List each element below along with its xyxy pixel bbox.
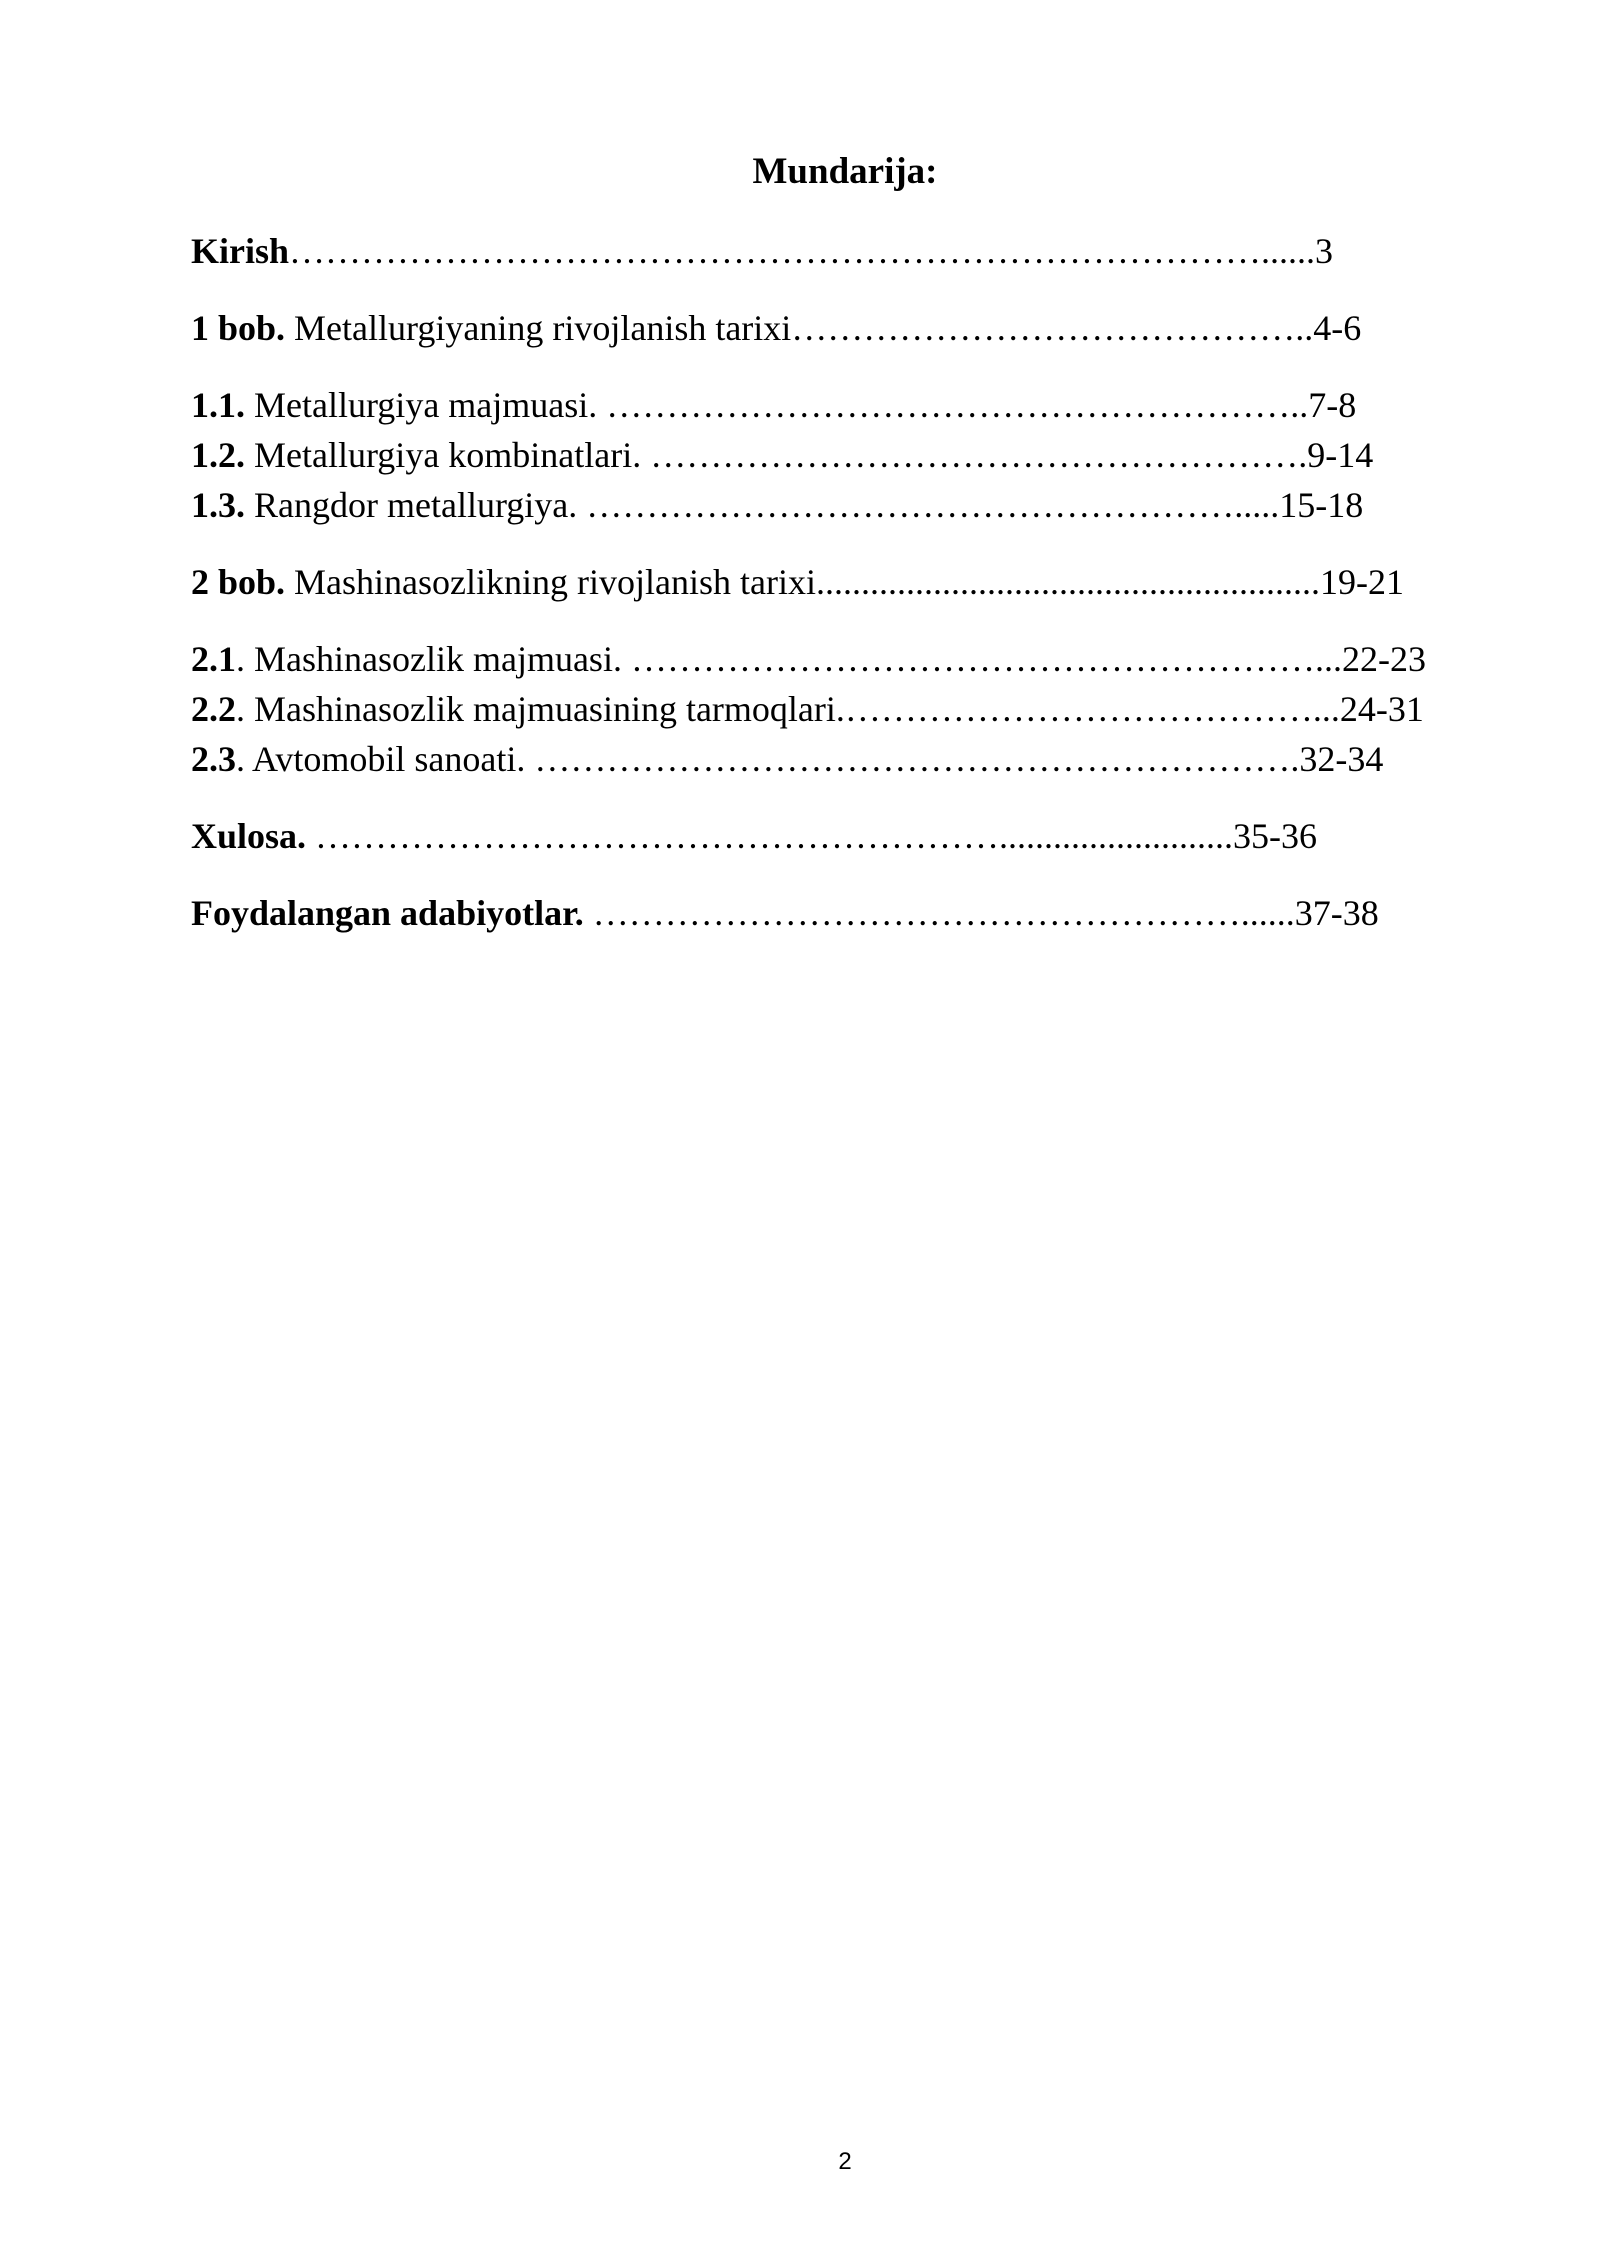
toc-leader-dots: ........................................................	[815, 562, 1320, 602]
toc-entry-1-3	[191, 484, 1363, 527]
toc-entry-title: . Mashinasozlik majmuasi.	[236, 639, 631, 679]
toc-leader-dots: ……………………………………………………….	[534, 739, 1300, 779]
toc-entry-number: 1.1.	[191, 385, 245, 425]
toc-entry-label: Foydalangan adabiyotlar.	[191, 893, 584, 933]
toc-entry-title: Metallurgiya kombinatlari.	[245, 435, 651, 475]
toc-entry-number: 2.1	[191, 639, 236, 679]
toc-leader-dots: …………………………………………………..........................	[306, 816, 1234, 856]
toc-page-range: 24-31	[1339, 689, 1424, 729]
toc-leader-dots: ………………………………………………......	[583, 893, 1295, 933]
page-title: Mundarija:	[752, 151, 938, 192]
toc-leader-dots: …………………………………………………...	[630, 639, 1342, 679]
toc-page-range: 15-18	[1279, 485, 1364, 525]
toc-entry-number: 1.3.	[191, 485, 245, 525]
toc-page-range: 19-21	[1319, 562, 1404, 602]
toc-page-range: 4-6	[1313, 308, 1362, 348]
toc-page-range: 9-14	[1307, 435, 1374, 475]
toc-leader-dots: ……………………………………..	[791, 308, 1314, 348]
toc-leader-dots: …………………………………………………..	[606, 385, 1309, 425]
toc-entry-2-3	[191, 738, 1383, 781]
toc-leader-dots: .…………………………………...	[835, 689, 1340, 729]
toc-entry-title: . Mashinasozlik majmuasining tarmoqlari	[236, 689, 836, 729]
toc-entry-label: Xulosa.	[191, 816, 307, 856]
toc-entry-1-2	[191, 434, 1373, 477]
toc-entry-bob-2	[191, 561, 1404, 604]
toc-entry-1-1	[191, 384, 1356, 427]
toc-entry-kirish	[191, 230, 1333, 273]
toc-entry-2-1	[191, 638, 1426, 681]
toc-entry-adabiyotlar	[191, 892, 1379, 935]
toc-page-range: 37-38	[1294, 893, 1379, 933]
toc-page-range: 7-8	[1308, 385, 1357, 425]
toc-leader-dots: ……………………………………………….....	[586, 485, 1280, 525]
toc-entry-number: 1.2.	[191, 435, 245, 475]
page-number: 2	[838, 2148, 852, 2175]
toc-entry-number: 2.2	[191, 689, 236, 729]
toc-leader-dots: ………………………………………………………………………......	[289, 231, 1316, 271]
toc-entry-number: 2.3	[191, 739, 236, 779]
toc-entry-title: Metallurgiyaning rivojlanish tarixi	[285, 308, 792, 348]
toc-entry-xulosa	[191, 815, 1317, 858]
toc-entry-title: . Avtomobil sanoati.	[236, 739, 535, 779]
toc-leader-dots: ……………………………………………….	[650, 435, 1308, 475]
toc-page-range: 35-36	[1233, 816, 1318, 856]
toc-entry-number: 1 bob.	[191, 308, 286, 348]
toc-page-range: 3	[1315, 231, 1334, 271]
toc-entry-label: Kirish	[191, 231, 290, 271]
toc-page-range: 22-23	[1341, 639, 1426, 679]
toc-entry-title: Mashinasozlikning rivojlanish tarixi	[285, 562, 816, 602]
toc-entry-title: Metallurgiya majmuasi.	[245, 385, 607, 425]
toc-entry-number: 2 bob.	[191, 562, 286, 602]
toc-entry-bob-1	[191, 307, 1361, 350]
toc-page-range: 32-34	[1299, 739, 1384, 779]
toc-entry-2-2	[191, 688, 1424, 731]
toc-entry-title: Rangdor metallurgiya.	[245, 485, 587, 525]
